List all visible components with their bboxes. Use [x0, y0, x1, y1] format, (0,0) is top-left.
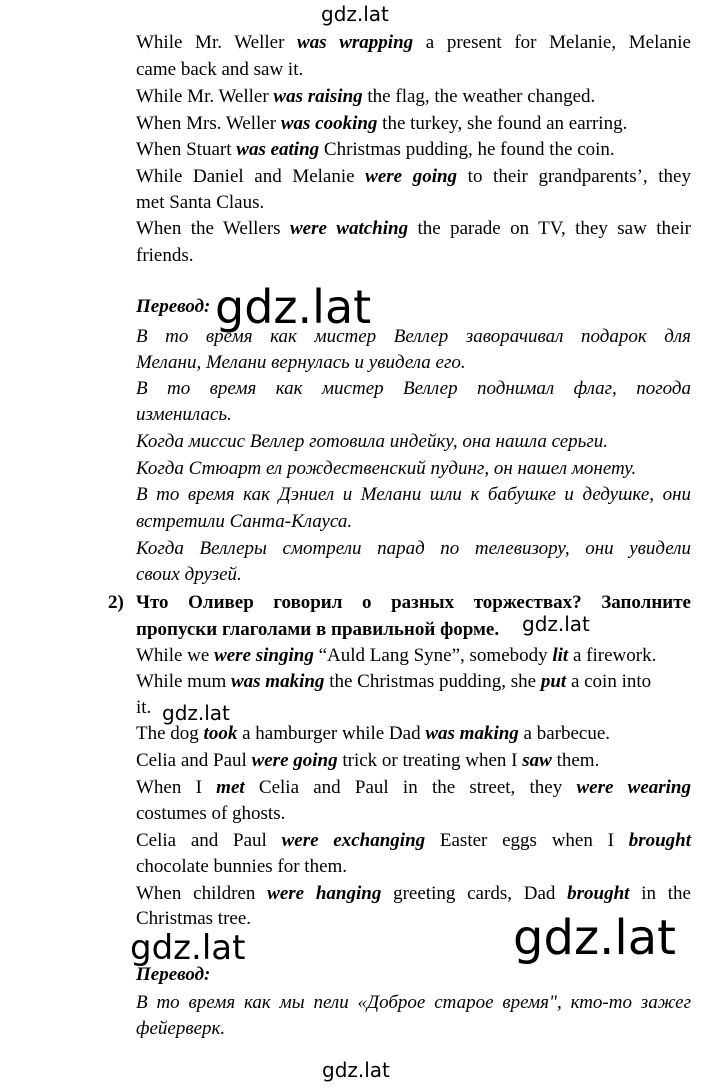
- watermark-left: gdz.lat: [130, 928, 246, 968]
- task-2-question-line-1: Что Оливер говорил о разных торжествах? Заполните: [136, 592, 691, 613]
- task-2-question-line-2: пропуски глаголами в правильной форме.: [136, 619, 500, 640]
- watermark-big: gdz.lat: [513, 910, 676, 966]
- translation-1-line-7: В то время как Дэниел и Мелани шли к бабушке и дедушке, они: [136, 484, 691, 505]
- watermark-bottom: gdz.lat: [322, 1058, 390, 1082]
- sentence-2: While Mr. Weller was raising the flag, the weather changed.: [136, 86, 596, 107]
- sentence-3: When Mrs. Weller was cooking the turkey, she found an earring.: [136, 113, 628, 134]
- task-number: 2): [108, 592, 124, 613]
- watermark-it: gdz.lat: [162, 701, 230, 725]
- answer-3: The dog took a hamburger while Dad was making a barbecue.: [136, 723, 611, 744]
- translation-1-line-8: встретили Санта-Клауса.: [136, 511, 353, 532]
- sentence-5-line-2: met Santa Claus.: [136, 192, 265, 213]
- watermark-top: gdz.lat: [321, 2, 389, 26]
- answer-5-line-2: costumes of ghosts.: [136, 803, 286, 824]
- answer-2-line-2: it.: [136, 697, 152, 718]
- sentence-1-line-1: While Mr. Weller was wrapping a present for Melanie, Melanie: [136, 32, 691, 53]
- translation-2-line-1: В то время как мы пели «Доброе старое время", кто-то зажег: [136, 992, 691, 1013]
- sentence-1-line-2: came back and saw it.: [136, 59, 304, 80]
- translation-header-1: Перевод:: [136, 296, 211, 317]
- translation-1-line-5: Когда миссис Веллер готовила индейку, она нашла серьги.: [136, 431, 608, 452]
- translation-1-line-9: Когда Веллеры смотрели парад по телевизору, они увидели: [136, 538, 691, 559]
- translation-1-line-1: В то время как мистер Веллер заворачивал подарок для: [136, 326, 691, 347]
- answer-1: While we were singing “Auld Lang Syne”, somebody lit a firework.: [136, 645, 657, 666]
- answer-7-line-2: Christmas tree.: [136, 908, 252, 929]
- translation-1-line-6: Когда Стюарт ел рождественский пудинг, он нашел монету.: [136, 458, 637, 479]
- watermark-question: gdz.lat: [522, 612, 590, 636]
- translation-1-line-3: В то время как мистер Веллер поднимал флаг, погода: [136, 378, 691, 399]
- answer-2-line-1: While mum was making the Christmas pudding, she put a coin into: [136, 671, 652, 692]
- translation-2-line-2: фейерверк.: [136, 1018, 226, 1039]
- answer-6-line-1: Celia and Paul were exchanging Easter eggs when I brought: [136, 830, 692, 851]
- sentence-5-line-1: While Daniel and Melanie were going to their grandparents’, they: [136, 166, 691, 187]
- answer-5-line-1: When I met Celia and Paul in the street, they were wearing: [136, 777, 692, 798]
- sentence-4: When Stuart was eating Christmas pudding, he found the coin.: [136, 139, 615, 160]
- translation-1-line-10: своих друзей.: [136, 564, 242, 585]
- sentence-6-line-2: friends.: [136, 245, 194, 266]
- translation-1-line-2: Мелани, Мелани вернулась и увидела его.: [136, 352, 466, 373]
- sentence-6-line-1: When the Wellers were watching the parade on TV, they saw their: [136, 218, 692, 239]
- answer-4: Celia and Paul were going trick or treating when I saw them.: [136, 750, 600, 771]
- watermark-translation: gdz.lat: [215, 280, 372, 334]
- translation-header-2: Перевод:: [136, 964, 211, 985]
- translation-1-line-4: изменилась.: [136, 404, 232, 425]
- answer-7-line-1: When children were hanging greeting cards, Dad brought in the: [136, 883, 691, 904]
- answer-6-line-2: chocolate bunnies for them.: [136, 856, 348, 877]
